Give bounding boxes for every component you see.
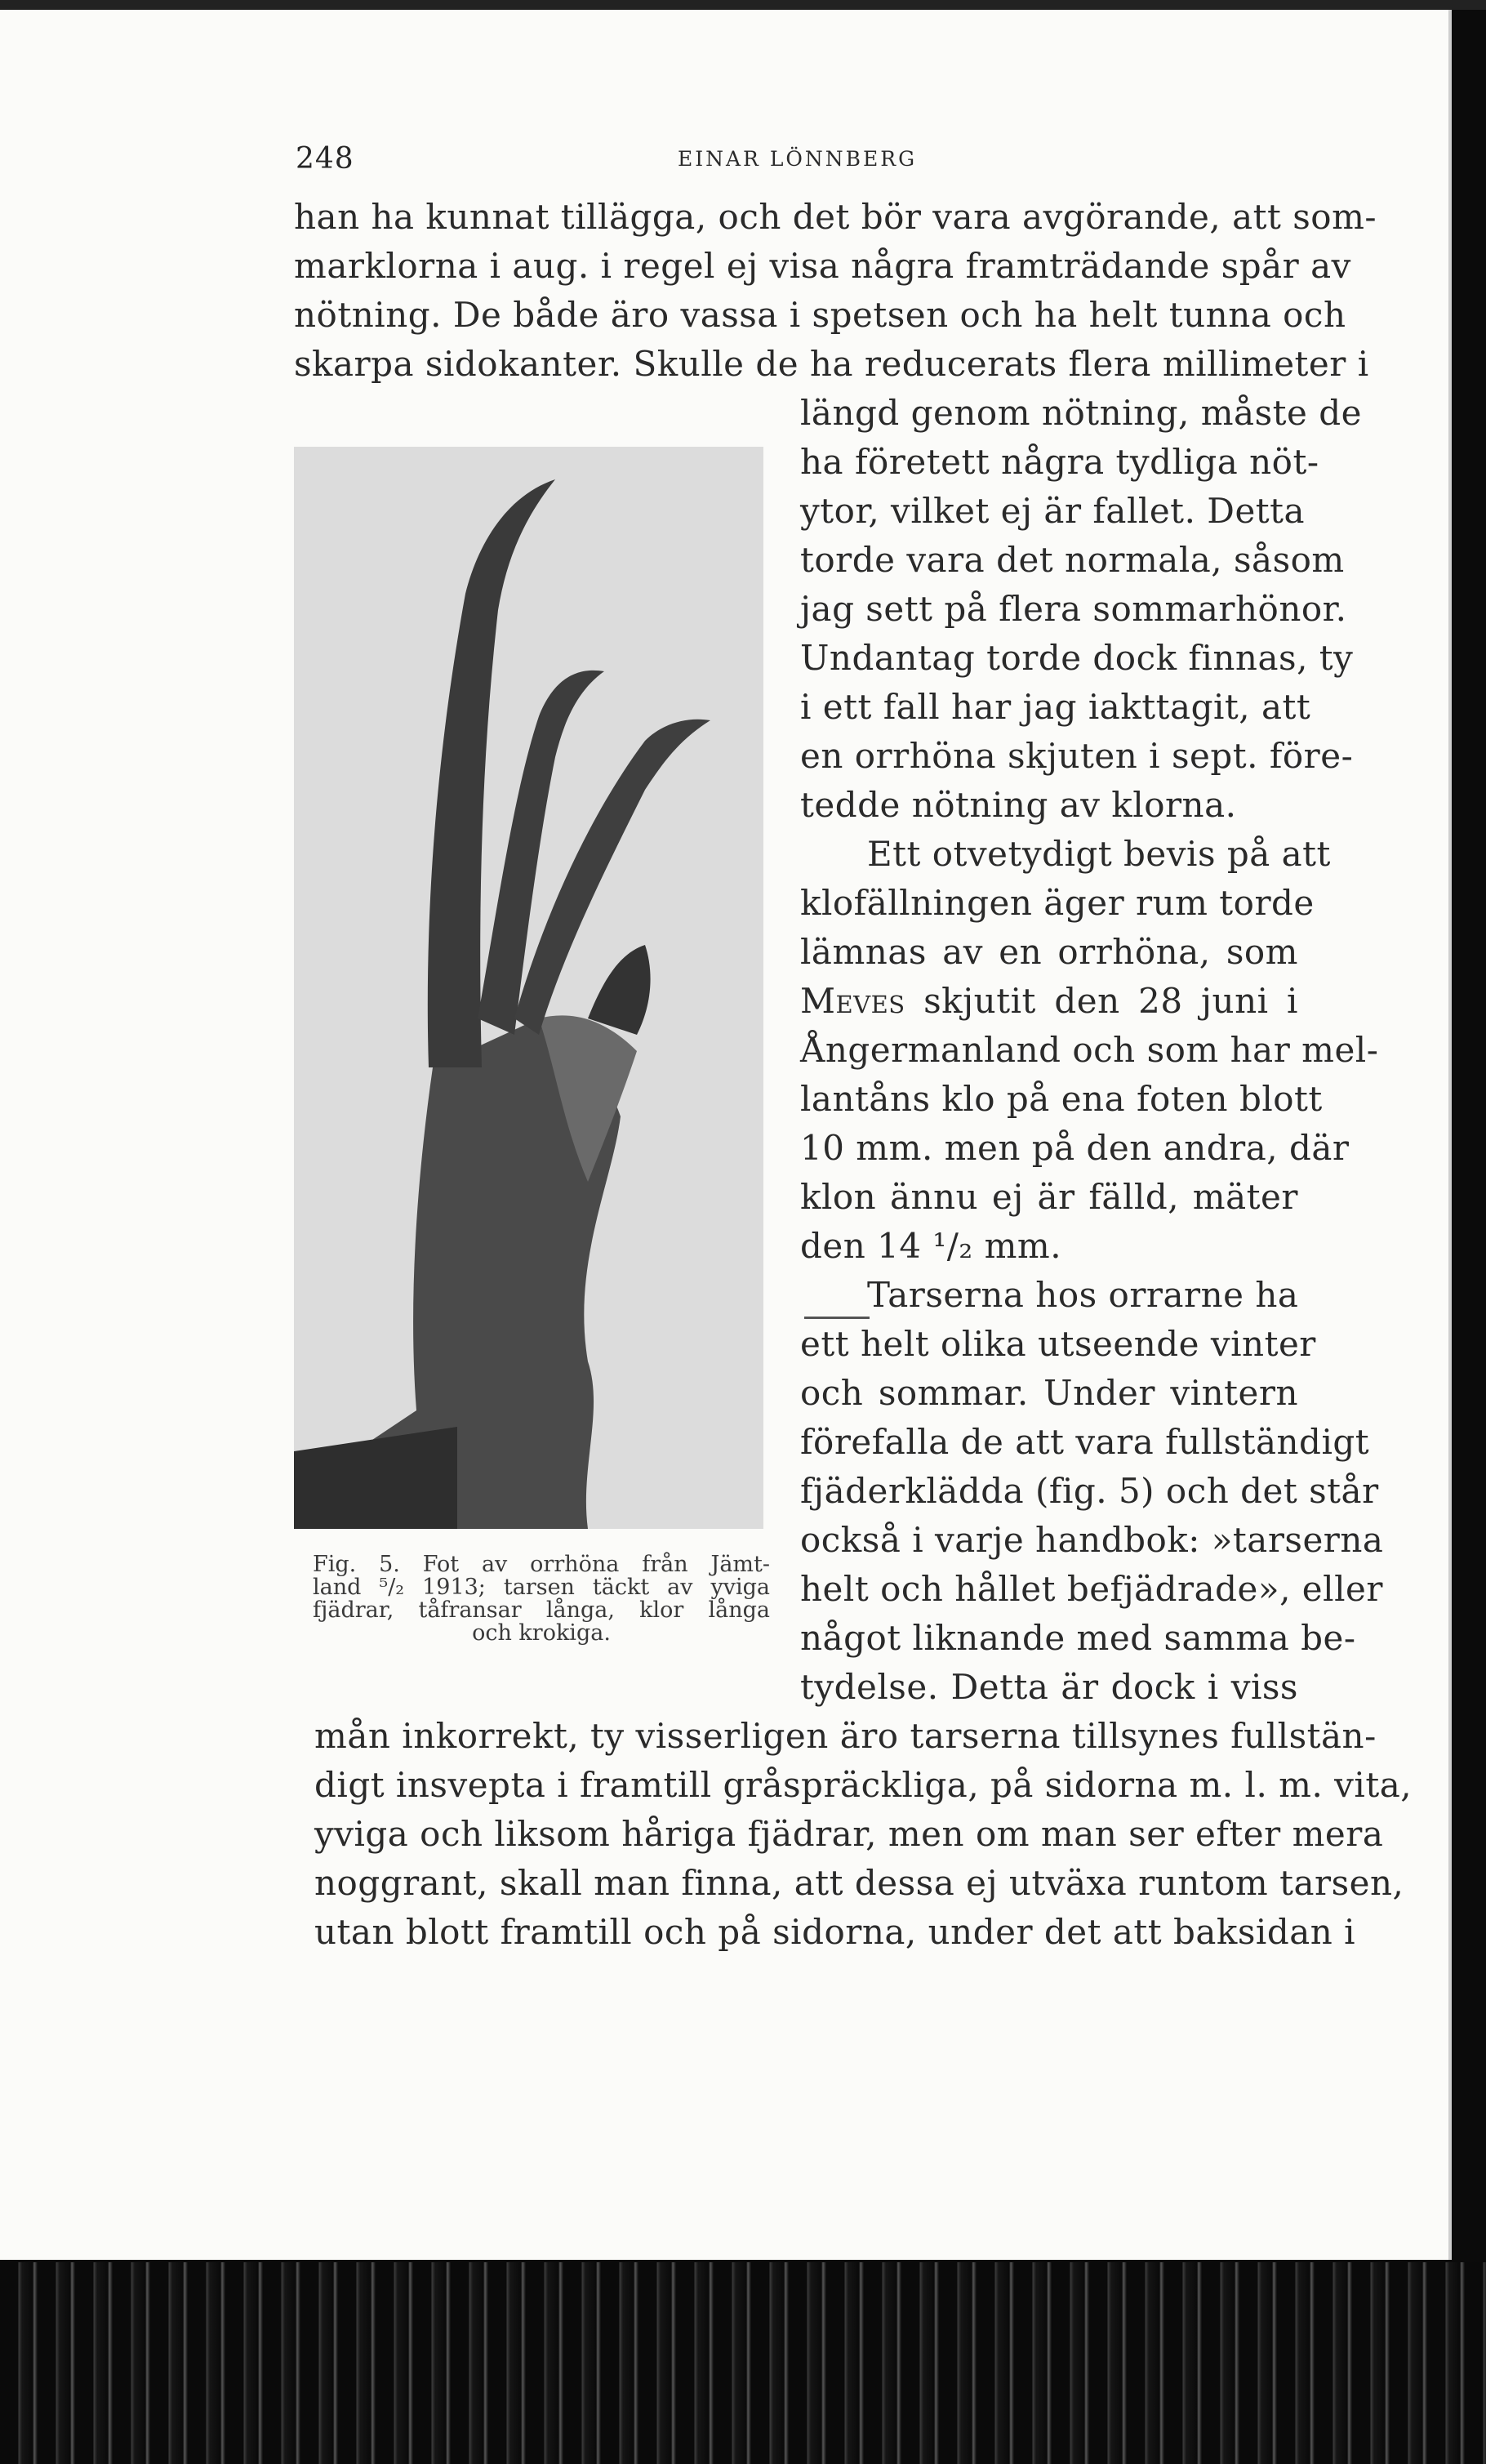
body-line: yviga och liksom håriga fjädrar, men om man ser efter mera — [314, 1814, 1384, 1854]
column-line: 10 mm. men på den andra, där — [800, 1128, 1350, 1168]
column-line: och sommar. Under vintern — [800, 1373, 1298, 1413]
column-line: helt och hållet befjädrade», eller — [800, 1569, 1383, 1609]
column-line: i ett fall har jag iakttagit, att — [800, 687, 1311, 727]
running-head: EINAR LÖNNBERG — [678, 147, 918, 171]
column-line: tedde nötning av klorna. — [800, 785, 1237, 825]
column-line: längd genom nötning, måste de — [800, 393, 1362, 433]
column-line: klofällningen äger rum torde — [800, 883, 1315, 923]
caption-line: och krokiga. — [472, 1620, 611, 1646]
caption-line: Fig. 5. Fot av orrhöna från Jämt- — [313, 1552, 770, 1577]
column-line: lantåns klo på ena foten blott — [800, 1079, 1323, 1119]
column-line: tydelse. Detta är dock i viss — [800, 1667, 1298, 1707]
body-line: mån inkorrekt, ty visserligen äro tarserna tillsynes fullstän- — [314, 1716, 1377, 1756]
column-line: Undantag torde dock finnas, ty — [800, 638, 1354, 678]
body-line: han ha kunnat tillägga, och det bör vara avgörande, att som- — [294, 197, 1377, 237]
body-line: marklorna i aug. i regel ej visa några framträdande spår av — [294, 246, 1351, 286]
column-line: fjäderklädda (fig. 5) och det står — [800, 1471, 1379, 1511]
column-line-rest: skjutit den 28 juni i — [905, 981, 1298, 1021]
column-line: en orrhöna skjuten i sept. före- — [800, 736, 1354, 776]
caption-line: fjädrar, tåfransar långa, klor långa — [313, 1597, 770, 1623]
column-line: ha företett några tydliga nöt- — [800, 442, 1319, 482]
author-name: Meves — [800, 981, 905, 1021]
column-line: lämnas av en orrhöna, som — [800, 932, 1298, 972]
scan-border-top — [0, 0, 1486, 10]
column-line: ett helt olika utseende vinter — [800, 1324, 1316, 1364]
column-line: Ångermanland och som har mel- — [800, 1030, 1379, 1070]
figure-caption — [313, 1553, 770, 1645]
body-line: skarpa sidokanter. Skulle de ha reducerats flera millimeter i — [294, 344, 1369, 384]
column-line: också i varje handbok: »tarserna — [800, 1520, 1384, 1560]
column-line: förefalla de att vara fullständigt — [800, 1422, 1370, 1462]
column-line: torde vara det normala, såsom — [800, 540, 1345, 580]
column-line: den 14 ¹/₂ mm. — [800, 1226, 1062, 1266]
column-line: Ett otvetydigt bevis på att — [867, 834, 1331, 874]
book-page — [0, 10, 1452, 2260]
column-line: jag sett på flera sommarhönor. — [800, 589, 1347, 629]
body-line: utan blott framtill och på sidorna, under det att baksidan i — [314, 1912, 1356, 1952]
body-line: digt insvepta i framtill gråspräckliga, på sidorna m. l. m. vita, — [314, 1765, 1413, 1805]
grouse-foot-illustration — [294, 447, 763, 1529]
scan-border-bottom — [0, 2262, 1486, 2464]
column-line — [800, 978, 1298, 1025]
column-line: Tarserna hos orrarne ha — [867, 1275, 1299, 1315]
body-line: noggrant, skall man finna, att dessa ej utväxa runtom tarsen, — [314, 1863, 1404, 1903]
page-number: 248 — [296, 142, 354, 176]
column-line: klon ännu ej är fälld, mäter — [800, 1177, 1298, 1217]
column-line: ytor, vilket ej är fallet. Detta — [800, 491, 1306, 531]
body-line: nötning. De både äro vassa i spetsen och ha helt tunna och — [294, 295, 1346, 335]
caption-line: land ⁵/₂ 1913; tarsen täckt av yviga — [313, 1575, 770, 1600]
column-line: något liknande med samma be- — [800, 1618, 1356, 1658]
ink-mark — [804, 1317, 870, 1319]
figure-photograph — [294, 447, 763, 1529]
